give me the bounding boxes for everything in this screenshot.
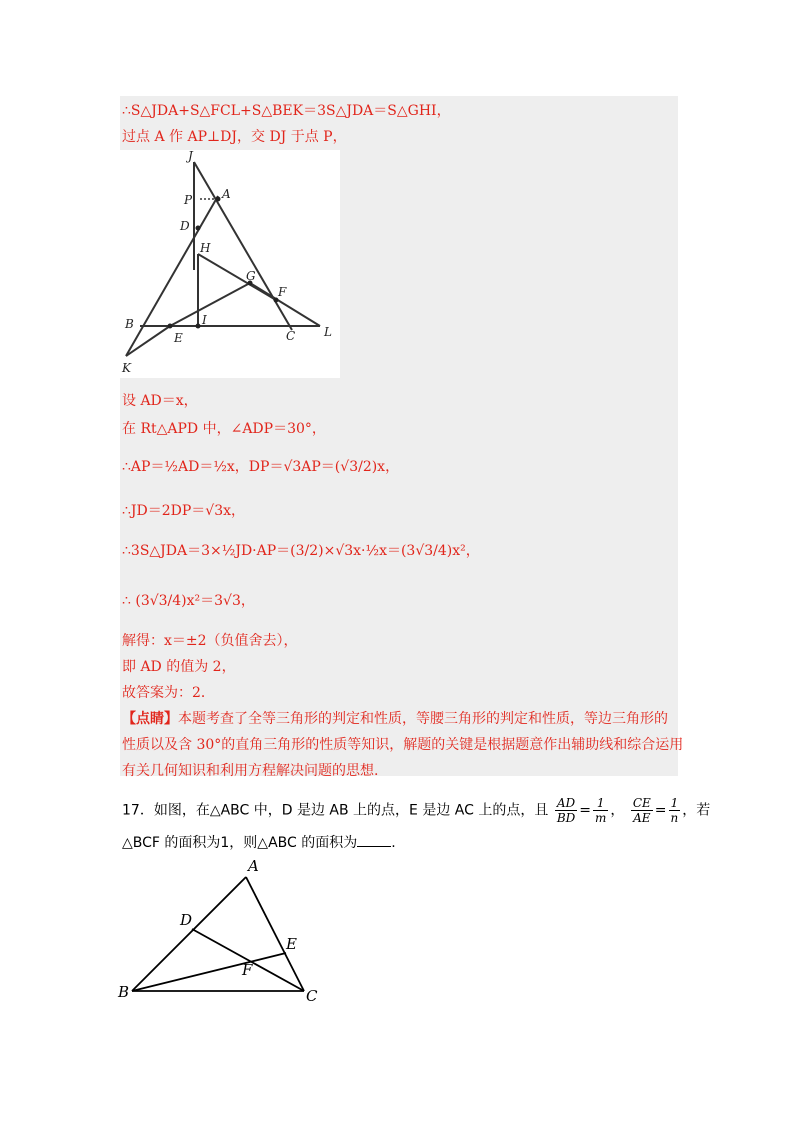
- label-E: E: [174, 331, 183, 345]
- label-C: C: [306, 987, 318, 1005]
- ratio-1-n: $\frac{1}{n}$: [670, 796, 679, 825]
- label-C: C: [286, 329, 296, 343]
- question-text-b: ，若: [682, 802, 711, 819]
- solution-line-6: ∴JD＝2DP＝√3x，: [122, 503, 246, 519]
- solution-line-7: ∴3S△JDA＝3×½JD·AP＝(3/2)×√3x·½x＝(3√3/4)x²，: [122, 543, 480, 559]
- label-E: E: [286, 935, 297, 953]
- label-K: K: [122, 361, 131, 375]
- tip-line-2: 性质以及含 30°的直角三角形的性质等知识，解题的关键是根据题意作出辅助线和综合运用: [122, 737, 684, 753]
- tip-line-1: [122, 708, 668, 728]
- tip-line-3: 有关几何知识和利用方程解决问题的思想.: [122, 763, 379, 779]
- label-B: B: [125, 317, 134, 331]
- label-I: I: [202, 313, 207, 327]
- tip-label: 【点睛】: [122, 711, 178, 727]
- label-F: F: [278, 285, 287, 299]
- solution-line-10: 即 AD 的值为 2，: [122, 659, 236, 675]
- label-H: H: [200, 241, 211, 255]
- solution-line-5: ∴AP＝½AD＝½x，DP＝√3AP＝(√3/2)x，: [122, 459, 400, 475]
- question-text-a: 17．如图，在△ABC 中，D 是边 AB 上的点，E 是边 AC 上的点，且: [122, 802, 549, 819]
- label-J: J: [188, 150, 193, 163]
- ratio-ad-bd: $\frac{AD}{BD}$: [556, 796, 576, 825]
- tip-text-1: 本题考查了全等三角形的判定和性质，等腰三角形的判定和性质，等边三角形的: [178, 711, 668, 727]
- solution-line-9: 解得：x＝±2（负值舍去），: [122, 633, 298, 649]
- solution-line-4: 在 Rt△APD 中，∠ADP＝30°，: [122, 421, 326, 437]
- solution-line-1: ∴S△JDA+S△FCL+S△BEK＝3S△JDA＝S△GHI，: [122, 103, 451, 119]
- ratio-ce-ae: $\frac{CE}{AE}$: [632, 796, 651, 825]
- label-P: P: [184, 193, 193, 207]
- label-D: D: [180, 911, 193, 929]
- question-line-1: 17．如图，在△ABC 中，D 是边 AB 上的点，E 是边 AC 上的点，且 $\frac{AD}{BD}$ = $\frac{1}{m}$ ， $\frac{CE}{AE}$ = $\frac{1}{n}$ ，若: [122, 796, 711, 825]
- answer-blank: [357, 836, 391, 847]
- label-D: D: [180, 219, 190, 233]
- label-A: A: [222, 187, 231, 201]
- label-F: F: [242, 961, 253, 979]
- label-L: L: [324, 325, 332, 339]
- question-text-2: △BCF 的面积为1，则△ABC 的面积为: [122, 835, 358, 851]
- solution-line-3: 设 AD＝x，: [122, 393, 198, 409]
- figure-2: [116, 855, 336, 1005]
- solution-line-11: 故答案为：2．: [122, 685, 215, 701]
- solution-line-8: ∴ (3√3/4)x²＝3√3，: [122, 593, 255, 609]
- label-G: G: [246, 269, 256, 283]
- label-B: B: [118, 983, 130, 1001]
- label-A: A: [248, 857, 259, 875]
- ratio-1-m: $\frac{1}{m}$: [595, 796, 607, 825]
- figure-1: [120, 150, 340, 378]
- solution-line-2: 过点 A 作 AP⊥DJ，交 DJ 于点 P，: [122, 129, 347, 145]
- question-line-2: △BCF 的面积为1，则△ABC 的面积为 .: [122, 835, 396, 851]
